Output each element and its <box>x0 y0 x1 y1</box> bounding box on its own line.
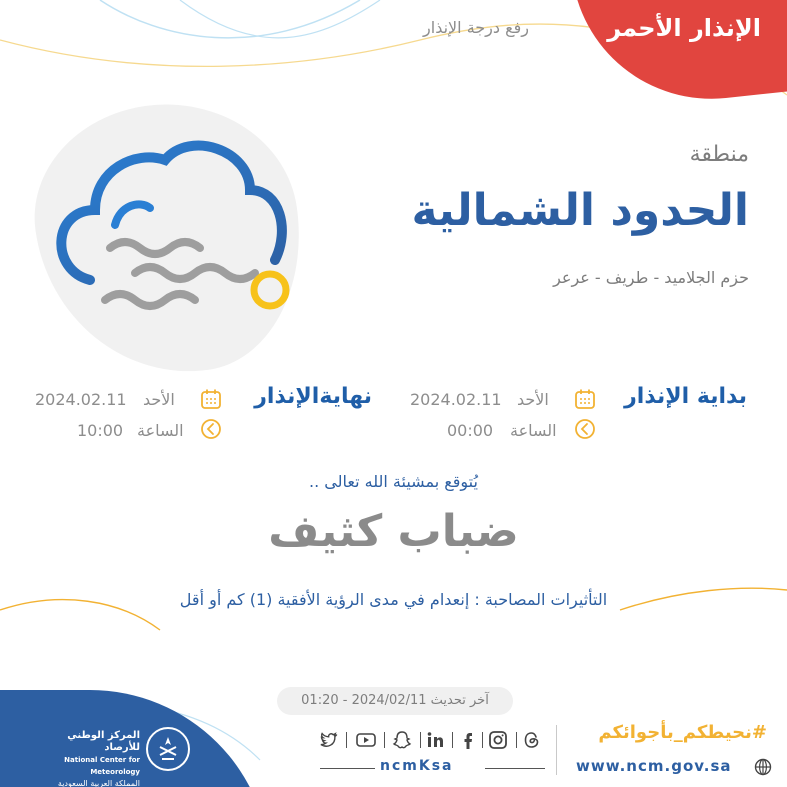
globe-icon <box>754 758 772 776</box>
social-handle[interactable]: ncmKsa <box>380 758 454 774</box>
separator <box>482 732 483 748</box>
org-name <box>40 730 140 787</box>
warning-start-time: 00:00 <box>447 421 494 440</box>
last-updated: آخر تحديث 2024/02/11 - 01:20 <box>277 687 513 715</box>
clock-icon <box>574 418 596 440</box>
facebook-icon[interactable] <box>458 730 478 750</box>
snapchat-icon[interactable] <box>392 730 412 750</box>
separator <box>384 732 385 748</box>
threads-icon[interactable] <box>522 730 542 750</box>
forecast-intro: يُتوقع بمشيئة الله تعالى .. <box>309 472 478 491</box>
forecast-effects: التأثيرات المصاحبة : إنعدام في مدى الرؤية الأفقية (1) كم أو أقل <box>179 590 608 609</box>
region-name: الحدود الشمالية <box>411 185 749 236</box>
org-name-en: National Center for Meteorology <box>64 756 140 776</box>
handle-line-right <box>485 768 545 769</box>
warning-start-day: الأحد <box>517 390 549 409</box>
warning-end-title: نهايةالإنذار <box>254 384 372 409</box>
separator <box>420 732 421 748</box>
fog-cloud-icon <box>40 130 310 330</box>
warning-end-time-label: الساعة <box>137 421 184 440</box>
youtube-icon[interactable] <box>356 730 376 750</box>
handle-line-left <box>320 768 375 769</box>
website-link[interactable]: www.ncm.gov.sa <box>576 757 732 775</box>
instagram-icon[interactable] <box>488 730 508 750</box>
clock-icon <box>200 418 222 440</box>
raise-warning-label: رفع درجة الإنذار <box>423 18 529 37</box>
footer-divider <box>556 725 557 775</box>
calendar-icon <box>200 388 222 410</box>
social-links <box>318 728 546 752</box>
warning-start-time-label: الساعة <box>510 421 557 440</box>
calendar-icon <box>574 388 596 410</box>
red-warning-badge: الإنذار الأحمر <box>607 14 761 42</box>
separator <box>516 732 517 748</box>
separator <box>346 732 347 748</box>
twitter-icon[interactable] <box>318 730 338 750</box>
warning-end-day: الأحد <box>143 390 175 409</box>
warning-start-title: بداية الإنذار <box>624 384 747 409</box>
hashtag: #نحيطكم_بأجوائكم <box>598 722 767 743</box>
warning-start-date: 2024.02.11 <box>410 390 502 409</box>
separator <box>452 732 453 748</box>
region-areas: حزم الجلاميد - طريف - عرعر <box>553 268 749 287</box>
warning-end-time: 10:00 <box>77 421 124 440</box>
warning-end-date: 2024.02.11 <box>35 390 127 409</box>
region-label: منطقة <box>689 142 749 167</box>
ncm-logo-icon <box>146 727 190 771</box>
linkedin-icon[interactable] <box>426 730 446 750</box>
org-name-ar: المركز الوطني للأرصاد <box>67 730 140 753</box>
forecast-headline: ضباب كثيف <box>268 506 519 557</box>
org-country: المملكة العربية السعودية <box>57 779 140 787</box>
